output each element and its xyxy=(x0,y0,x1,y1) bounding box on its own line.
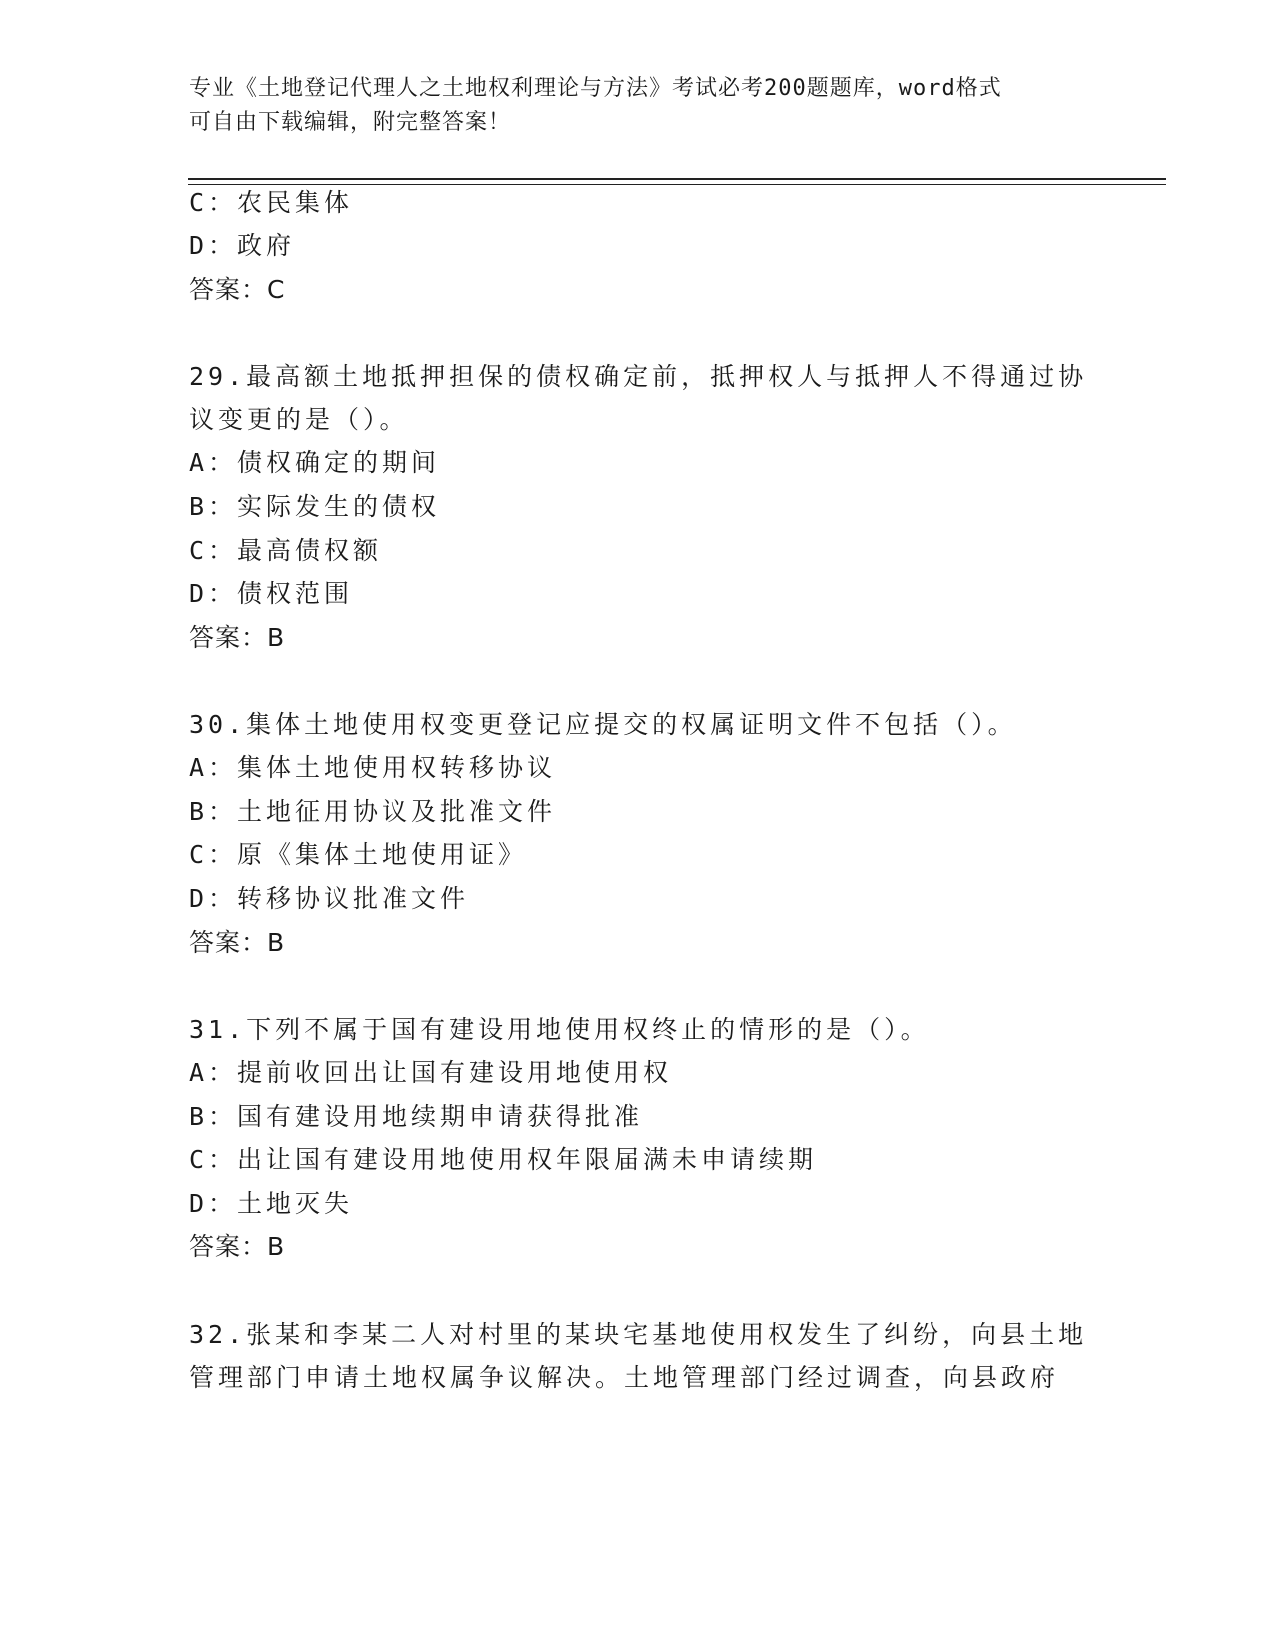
option-b: B：实际发生的债权 xyxy=(189,492,441,521)
option-a: A：债权确定的期间 xyxy=(189,448,441,477)
option-c: C：最高债权额 xyxy=(189,536,383,565)
option-d: D：债权范围 xyxy=(189,579,354,608)
question-text-line: 议变更的是（）。 xyxy=(189,405,409,434)
option-b: B：土地征用协议及批准文件 xyxy=(189,797,557,826)
question-text-line: 31.下列不属于国有建设用地使用权终止的情形的是（）。 xyxy=(189,1015,930,1044)
document-header xyxy=(189,72,1089,140)
option-b: B：国有建设用地续期申请获得批准 xyxy=(189,1102,644,1131)
option-a: A：集体土地使用权转移协议 xyxy=(189,753,557,782)
option-c: C：农民集体 xyxy=(189,188,354,217)
question-text-line: 30.集体土地使用权变更登记应提交的权属证明文件不包括（）。 xyxy=(189,710,1017,739)
option-c: C：原《集体土地使用证》 xyxy=(189,840,528,869)
option-c: C：出让国有建设用地使用权年限届满未申请续期 xyxy=(189,1145,818,1174)
option-d: D：土地灭失 xyxy=(189,1189,354,1218)
option-a: A：提前收回出让国有建设用地使用权 xyxy=(189,1058,673,1087)
answer-line: 答案：B xyxy=(189,928,286,957)
option-d: D：转移协议批准文件 xyxy=(189,884,470,913)
answer-line: 答案：C xyxy=(189,275,286,304)
question-text-line: 32.张某和李某二人对村里的某块宅基地使用权发生了纠纷，向县土地 xyxy=(189,1320,1088,1349)
header-title-line-2: 可自由下载编辑，附完整答案！ xyxy=(189,110,512,135)
option-d: D：政府 xyxy=(189,231,296,260)
header-divider xyxy=(188,178,1166,185)
answer-line: 答案：B xyxy=(189,1232,286,1261)
question-text-line: 管理部门申请土地权属争议解决。土地管理部门经过调查，向县政府 xyxy=(189,1363,1060,1392)
question-text-line: 29.最高额土地抵押担保的债权确定前，抵押权人与抵押人不得通过协 xyxy=(189,362,1088,391)
answer-line: 答案：B xyxy=(189,623,286,652)
header-title-line-1: 专业《土地登记代理人之土地权利理论与方法》考试必考200题题库，word格式 xyxy=(189,76,1002,101)
